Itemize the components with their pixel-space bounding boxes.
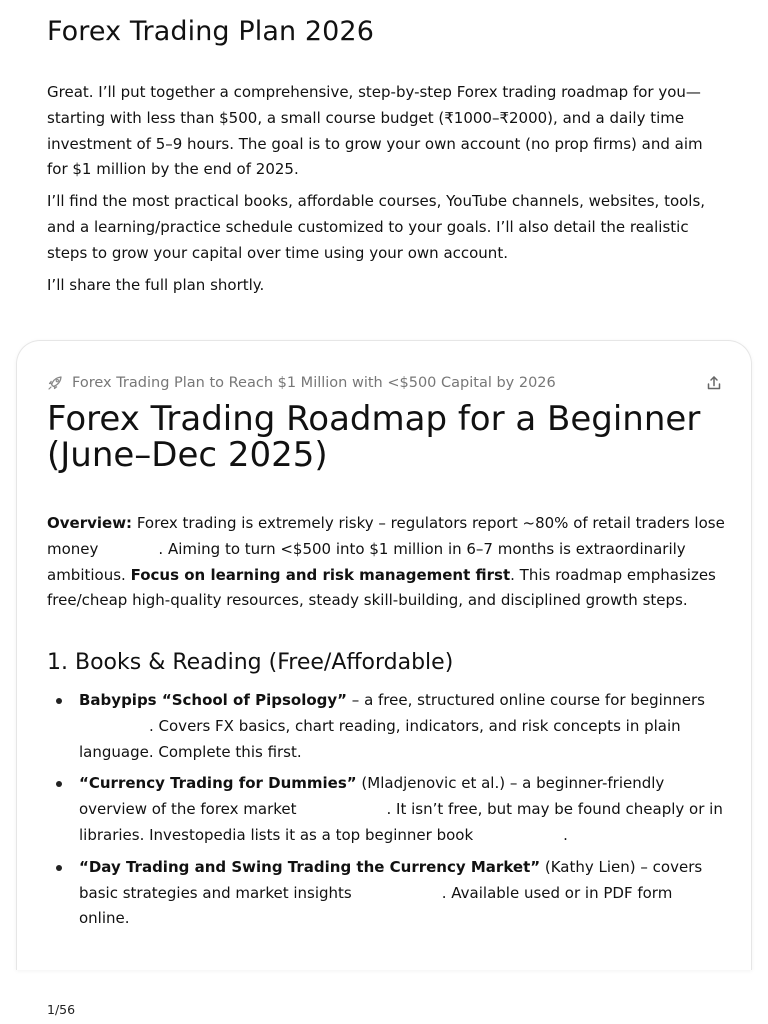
overview-text: . Aiming to turn <$500 into $1 million in 6–7 months is extraordinarily ambitious. <box>47 539 686 584</box>
overview-paragraph <box>47 511 727 614</box>
book-text: – a free, structured online course for beginners <box>347 691 705 709</box>
book-text: (Mladjenovic et al.) – a beginner-friendly overview of the forex market <box>79 774 665 819</box>
list-item <box>47 855 727 932</box>
list-item <box>47 771 727 848</box>
intro-paragraph: Great. I’ll put together a comprehensive, step-by-step Forex trading roadmap for you—starting with less than $500, a small course budget (₹1000–₹2000), and a daily time investment of 5–9 hours. The goal is to grow your own account (no prop firms) and aim for $1 million by the end of 2025. <box>47 83 703 179</box>
card-header <box>47 373 723 395</box>
section-heading: 1. Books & Reading (Free/Affordable) <box>47 650 454 675</box>
overview-label: Overview: <box>47 514 133 532</box>
rocket-icon <box>47 375 63 391</box>
intro-text <box>47 80 727 304</box>
page-title: Forex Trading Plan 2026 <box>47 16 374 47</box>
intro-paragraph: I’ll find the most practical books, affordable courses, YouTube channels, websites, tools, and a learning/practice schedule customized to your goals. I’ll also detail the realistic steps to grow your capital over time using your own account. <box>47 192 706 262</box>
intro-paragraph: I’ll share the full plan shortly. <box>47 275 265 294</box>
book-text: . <box>563 825 568 844</box>
report-card <box>16 340 752 970</box>
card-subtitle: Forex Trading Plan to Reach $1 Million with <$500 Capital by 2026 <box>72 375 556 391</box>
books-list <box>47 688 727 938</box>
overview-text: . This roadmap emphasizes free/cheap high-quality resources, steady skill-building, and disciplined growth steps. <box>47 565 716 610</box>
overview-emphasis: Focus on learning and risk management first <box>130 565 511 584</box>
bullet-icon <box>56 698 62 704</box>
book-text: . Covers FX basics, chart reading, indicators, and risk concepts in plain language. Complete this first. <box>79 716 681 761</box>
list-item <box>47 688 727 765</box>
page-number: 1/56 <box>47 1002 76 1017</box>
bullet-icon <box>56 781 62 787</box>
book-title: “Day Trading and Swing Trading the Currency Market” <box>79 857 541 876</box>
share-icon[interactable] <box>705 374 723 392</box>
book-text: . It isn’t free, but may be found cheaply or in libraries. Investopedia lists it as a top beginner book <box>79 800 723 844</box>
overview-text: Forex trading is extremely risky – regulators report ~80% of retail traders lose money <box>47 514 725 558</box>
card-title: Forex Trading Roadmap for a Beginner (June–Dec 2025) <box>47 399 701 475</box>
book-text: (Kathy Lien) – covers basic strategies and market insights <box>79 857 703 902</box>
book-text: . Available used or in PDF form online. <box>79 883 673 928</box>
bullet-icon <box>56 865 62 871</box>
book-title: Babypips “School of Pipsology” <box>79 691 348 709</box>
book-title: “Currency Trading for Dummies” <box>79 774 357 793</box>
